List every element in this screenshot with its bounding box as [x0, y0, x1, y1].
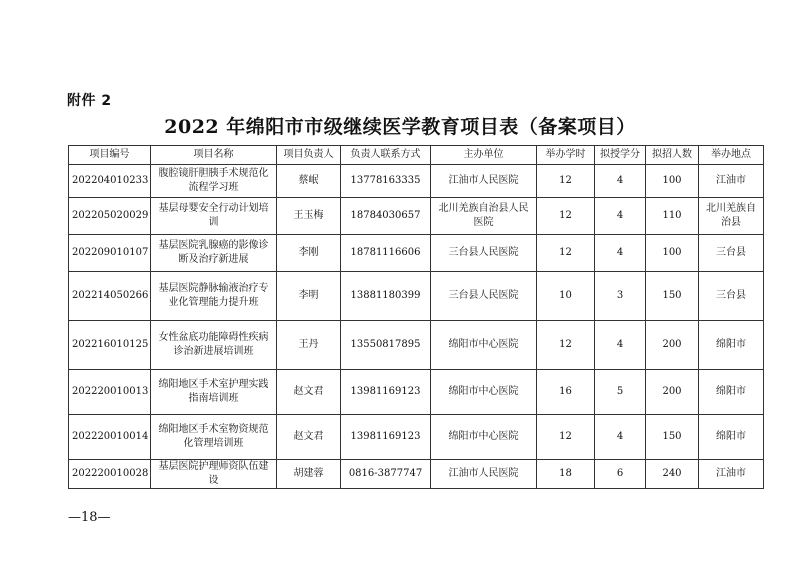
table-row	[69, 370, 764, 415]
cell-credits: 5	[595, 370, 646, 415]
header-lead: 项目负责人	[277, 146, 341, 165]
header-phone: 负责人联系方式	[341, 146, 431, 165]
cell-lead: 李明	[277, 272, 341, 321]
attachment-label: 附件 2	[67, 93, 112, 109]
cell-place: 绵阳市	[699, 415, 764, 460]
cell-place: 绵阳市	[699, 321, 764, 370]
cell-lead: 王玉梅	[277, 198, 341, 235]
cell-lead: 王丹	[277, 321, 341, 370]
cell-name: 基层医院护理师资队伍建设	[151, 460, 277, 489]
header-name: 项目名称	[151, 146, 277, 165]
header-org: 主办单位	[431, 146, 537, 165]
cell-place: 三台县	[699, 272, 764, 321]
table-row	[69, 321, 764, 370]
cell-credits: 4	[595, 165, 646, 198]
cell-enroll: 200	[646, 321, 699, 370]
cell-name: 绵阳地区手术室护理实践指南培训班	[151, 370, 277, 415]
cell-hours: 16	[537, 370, 595, 415]
cell-lead: 蔡岷	[277, 165, 341, 198]
cell-hours: 12	[537, 165, 595, 198]
cell-enroll: 150	[646, 272, 699, 321]
cell-credits: 4	[595, 235, 646, 272]
cell-code: 202209010107	[69, 235, 151, 272]
table-row	[69, 165, 764, 198]
cell-lead: 胡建蓉	[277, 460, 341, 489]
cell-place: 绵阳市	[699, 370, 764, 415]
header-enroll: 拟招人数	[646, 146, 699, 165]
cell-place: 北川羌族自治县	[699, 198, 764, 235]
table-row	[69, 272, 764, 321]
cell-enroll: 110	[646, 198, 699, 235]
cell-org: 江油市人民医院	[431, 460, 537, 489]
cell-place: 三台县	[699, 235, 764, 272]
cell-name: 腹腔镜肝胆胰手术规范化流程学习班	[151, 165, 277, 198]
page-number: —18—	[68, 510, 111, 525]
cell-code: 202220010014	[69, 415, 151, 460]
cell-hours: 18	[537, 460, 595, 489]
header-place: 举办地点	[699, 146, 764, 165]
cell-enroll: 100	[646, 165, 699, 198]
cell-credits: 4	[595, 198, 646, 235]
cell-credits: 3	[595, 272, 646, 321]
cell-code: 202216010125	[69, 321, 151, 370]
cell-org: 绵阳市中心医院	[431, 370, 537, 415]
cell-enroll: 100	[646, 235, 699, 272]
cell-credits: 6	[595, 460, 646, 489]
header-credits: 拟授学分	[595, 146, 646, 165]
cell-phone: 13550817895	[341, 321, 431, 370]
table-row	[69, 235, 764, 272]
cell-enroll: 150	[646, 415, 699, 460]
cell-code: 202214050266	[69, 272, 151, 321]
cell-org: 江油市人民医院	[431, 165, 537, 198]
cell-lead: 赵文君	[277, 415, 341, 460]
cell-code: 202220010013	[69, 370, 151, 415]
cell-phone: 0816-3877747	[341, 460, 431, 489]
table-row	[69, 198, 764, 235]
table-row	[69, 415, 764, 460]
cell-hours: 12	[537, 235, 595, 272]
cell-phone: 13881180399	[341, 272, 431, 321]
cell-code: 202220010028	[69, 460, 151, 489]
cell-name: 女性盆底功能障碍性疾病诊治新进展培训班	[151, 321, 277, 370]
projects-table	[68, 145, 764, 489]
cell-phone: 13778163335	[341, 165, 431, 198]
table-row	[69, 460, 764, 489]
cell-lead: 李刚	[277, 235, 341, 272]
cell-phone: 13981169123	[341, 370, 431, 415]
cell-phone: 18784030657	[341, 198, 431, 235]
cell-hours: 12	[537, 198, 595, 235]
cell-name: 基层医院乳腺癌的影像诊断及治疗新进展	[151, 235, 277, 272]
cell-enroll: 200	[646, 370, 699, 415]
cell-enroll: 240	[646, 460, 699, 489]
cell-name: 基层医院静脉输液治疗专业化管理能力提升班	[151, 272, 277, 321]
cell-hours: 12	[537, 415, 595, 460]
header-hours: 举办学时	[537, 146, 595, 165]
cell-org: 三台县人民医院	[431, 272, 537, 321]
header-code: 项目编号	[69, 146, 151, 165]
cell-place: 江油市	[699, 165, 764, 198]
cell-code: 202205020029	[69, 198, 151, 235]
cell-credits: 4	[595, 321, 646, 370]
cell-hours: 12	[537, 321, 595, 370]
cell-org: 绵阳市中心医院	[431, 321, 537, 370]
cell-lead: 赵文君	[277, 370, 341, 415]
cell-credits: 4	[595, 415, 646, 460]
table-header-row	[69, 146, 764, 165]
cell-phone: 18781116606	[341, 235, 431, 272]
cell-org: 绵阳市中心医院	[431, 415, 537, 460]
cell-org: 三台县人民医院	[431, 235, 537, 272]
cell-code: 202204010233	[69, 165, 151, 198]
cell-place: 江油市	[699, 460, 764, 489]
cell-name: 绵阳地区手术室物资规范化管理培训班	[151, 415, 277, 460]
page-title: 2022 年绵阳市市级继续医学教育项目表（备案项目）	[164, 116, 636, 138]
cell-phone: 13981169123	[341, 415, 431, 460]
cell-hours: 10	[537, 272, 595, 321]
cell-org: 北川羌族自治县人民医院	[431, 198, 537, 235]
cell-name: 基层母婴安全行动计划培训	[151, 198, 277, 235]
